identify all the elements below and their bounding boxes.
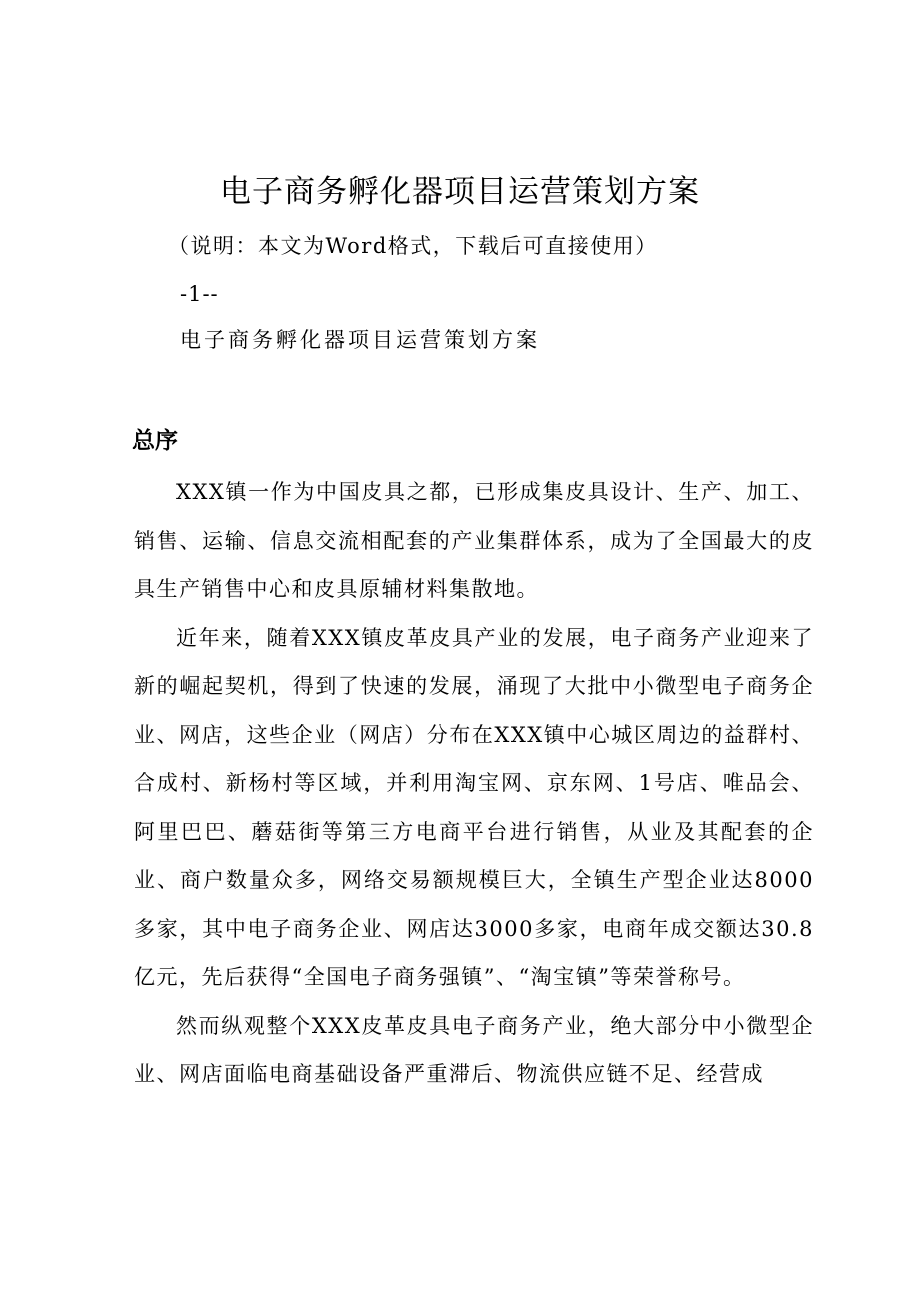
document-subtitle: 电子商务孵化器项目运营策划方案 — [180, 328, 540, 352]
document-title: 电子商务孵化器项目运营策划方案 — [220, 174, 700, 210]
format-note: （说明：本文为Word格式，下载后可直接使用） — [168, 234, 658, 258]
document-body — [134, 468, 814, 1099]
section-heading: 总序 — [132, 428, 178, 454]
paragraph-2: 近年来，随着XXX镇皮革皮具产业的发展，电子商务产业迎来了新的崛起契机，得到了快速的发展，涌现了大批中小微型电子商务企业、网店，这些企业（网店）分布在XXX镇中心城区周边的益群村、合成村、新杨村等区域，并利用淘宝网、京东网、1号店、唯品会、阿里巴巴、蘑菇街等第三方电商平台进行销售，从业及其配套的企业、商户数量众多，网络交易额规模巨大，全镇生产型企业达8000多家，其中电子商务企业、网店达3000多家，电商年成交额达30.8亿元，先后获得“全国电子商务强镇”、“淘宝镇”等荣誉称号。 — [134, 625, 814, 989]
paragraph-3: 然而纵观整个XXX皮革皮具电子商务产业，绝大部分中小微型企业、网店面临电商基础设备严重滞后、物流供应链不足、经营成 — [134, 1013, 814, 1086]
paragraph-1: XXX镇一作为中国皮具之都，已形成集皮具设计、生产、加工、销售、运输、信息交流相配套的产业集群体系，成为了全国最大的皮具生产销售中心和皮具原辅材料集散地。 — [134, 480, 814, 601]
page-marker: -1-- — [180, 282, 219, 306]
